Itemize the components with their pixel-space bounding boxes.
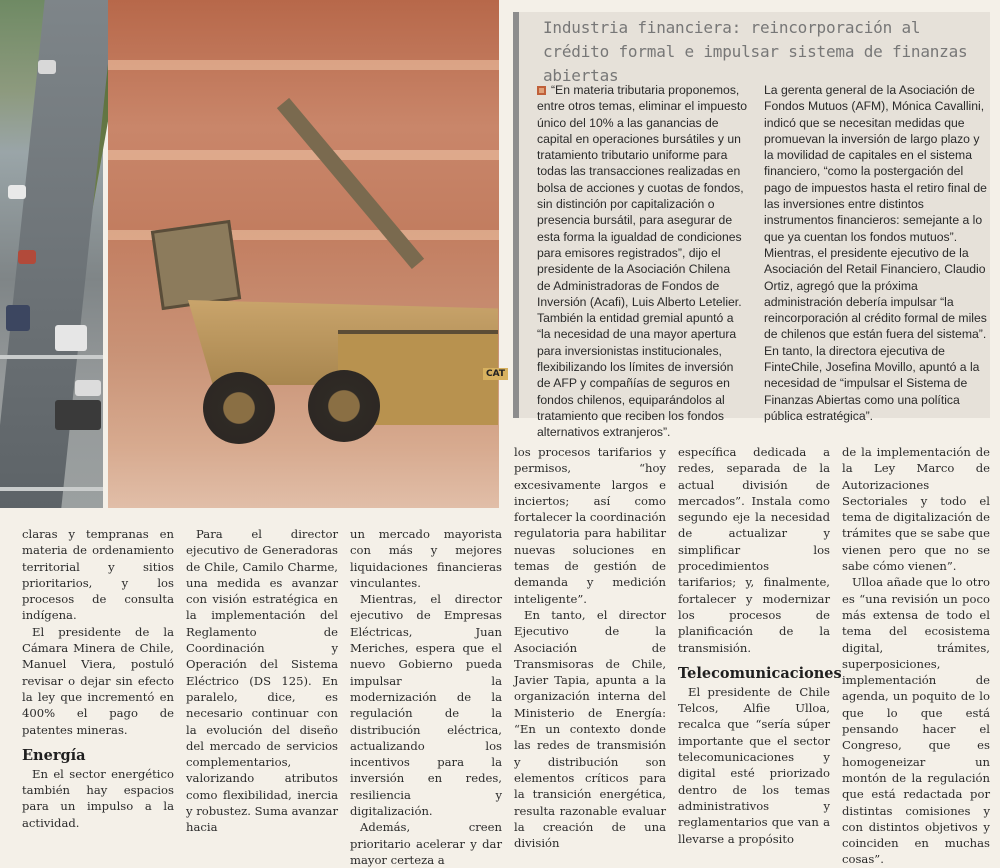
car [6,305,30,331]
paragraph: Mientras, el director ejecutivo de Empresas Eléctricas, Juan Meriches, espera que el nuevo Gobierno pueda impulsar la modernización de la regulación de la distribución eléctrica, actualizando los incentivos para la inversión en redes, resiliencia y digitalización. [350,592,502,819]
paragraph: los procesos tarifarios y permisos, “hoy excesivamente largos e inciertos; así como fortalecer la coordinación regulatoria para habilitar nuevas soluciones en temas de gestión de demanda y medición inteligente”. [514,445,666,606]
paragraph: El presidente de Chile Telcos, Alfie Ulloa, recalca que “sería súper importante que el sector telecomunicaciones y digital esté priorizado dentro de los temas administrativos y reglamentarios que van a llevarse a propósito [678,684,830,846]
finance-sidebar-box [513,12,990,440]
paragraph: Ulloa añade que lo otro es “una revisión un poco más extensa de todo el tema del ecosistema digital, trámites, superposiciones, implementación de agenda, un poquito de lo que lo que está pensando hacer el Congreso, que es homogeneizar un montón de la regulación que está redactada por distintas comisiones y con distintos objetivos y coinciden en muchas cosas”. [842,575,990,867]
article-column-1 [22,526,174,831]
paragraph: un mercado mayorista con más y mejores liquidaciones financieras vinculantes. [350,527,502,590]
paragraph: específica dedicada a redes, separada de la actual división de mercados”. Instala como segundo eje la necesidad de actualizar y simplificar los procedimientos tarifarios; y, finalmente, fortalecer y modernizar los procesos de planificación de la transmisión. [678,445,830,655]
road-divider [0,487,103,491]
road-divider [0,355,103,359]
car [38,60,56,74]
truck-wheel [308,370,380,442]
sidebar-column-left [537,82,747,441]
highway-photo [0,0,103,508]
mine-terrace [108,150,499,160]
paragraph: El presidente de la Cámara Minera de Chile, Manuel Viera, postuló revisar o dejar sin efecto la ley que incrementó en 400% el pago de patentes mineras. [22,624,174,737]
car [18,250,36,264]
sidebar-column-right: La gerenta general de la Asociación de Fondos Mutuos (AFM), Mónica Cavallini, indicó que se necesitan medidas que promuevan la inversión de largo plazo y la movilidad de capitales en el sistema financiero, “como la postergación del pago de impuestos hasta el retiro final de las inversiones entre distintos instrumentos financieros: semejante a lo que ya cuentan los fondos mutuos”. Mientras, el presidente ejecutivo de la Asociación del Retail Financiero, Claudio Ortiz, agregó que la próxima administración debería impulsar “la reincorporación al crédito formal de miles de chilenos que están fuera del sistema”. En tanto, la directora ejecutiva de FinteChile, Josefina Movillo, apuntó a la necesidad de “impulsar el Sistema de Finanzas Abiertas como una política pública estratégica”. [764,83,987,423]
shovel-boom [277,98,424,269]
section-heading-telecomunicaciones: Telecomunicaciones [678,664,842,682]
section-heading-energia: Energía [22,746,86,764]
cat-logo: CAT [483,368,508,380]
mining-photo [108,0,506,508]
car [75,380,101,396]
paragraph: de la implementación de la Ley Marco de Autorizaciones Sectoriales y todo el tema de digitalización de trámites que se sabe que vienen pero que no se sabe cómo vienen”. [842,445,990,574]
article-column-5 [678,444,842,847]
paragraph: Para el director ejecutivo de Generadoras de Chile, Camilo Charme, una medida es avanzar con visión estratégica en la implementación del Reglamento de Coordinación y Operación del Sistema Eléctrico (DS 125). En paralelo, dice, es necesario continuar con la evolución del diseño del mercado de servicios complementarios, valorizando atributos como flexibilidad, inercia y robustez. Suma avanzar hacia [186,527,338,835]
paragraph: En el sector energético también hay espacios para un impulso a la actividad. [22,766,174,830]
sidebar-title: Industria financiera: reincorporación al crédito formal e impulsar sistema de finanzas abiertas [543,18,968,85]
car [8,185,26,199]
car [55,400,101,430]
article-column-6 [842,444,990,868]
article-column-2 [186,526,338,836]
shovel-bucket [151,220,241,310]
mine-terrace [108,60,499,70]
square-bullet-icon [537,86,546,95]
car [55,325,87,351]
sidebar-text-left: “En materia tributaria proponemos, entre otros temas, eliminar el impuesto único del 10% a las ganancias de capital en operaciones bursátiles y un tratamiento tributario uniforme para todas las transacciones realizadas en bolsa de acciones y cuotas de fondos, sin distinción por capitalización o presencia bursátil, para asegurar de esta forma la igualdad de condiciones para emisores registrados”, dijo el presidente de la Asociación Chilena de Administradoras de Fondos de Inversión (Acafi), Luis Alberto Letelier. También la entidad gremial apuntó a “la necesidad de una mayor apertura para inversionistas institucionales, flexibilizando los límites de inversión de AFP y compañías de seguros en fondos chilenos, equiparándolos al tratamiento que reciben los fondos alternativos extranjeros”. [537,83,747,440]
truck-wheel [203,372,275,444]
paragraph: claras y tempranas en materia de ordenamiento territorial y sitios prioritarios, y los procesos de consulta indígena. [22,527,174,623]
paragraph: Además, creen prioritario acelerar y dar mayor certeza a [350,820,502,867]
paragraph: En tanto, el director Ejecutivo de la Asociación de Transmisoras de Chile, Javier Tapia, apunta a la organización interna del Ministerio de Energía: “En un contexto donde las redes de transmisión y distribución son elementos críticos para la transición energética, resulta razonable evaluar la creación de una división [514,607,666,851]
article-column-3 [350,526,502,868]
article-column-4 [514,444,666,851]
